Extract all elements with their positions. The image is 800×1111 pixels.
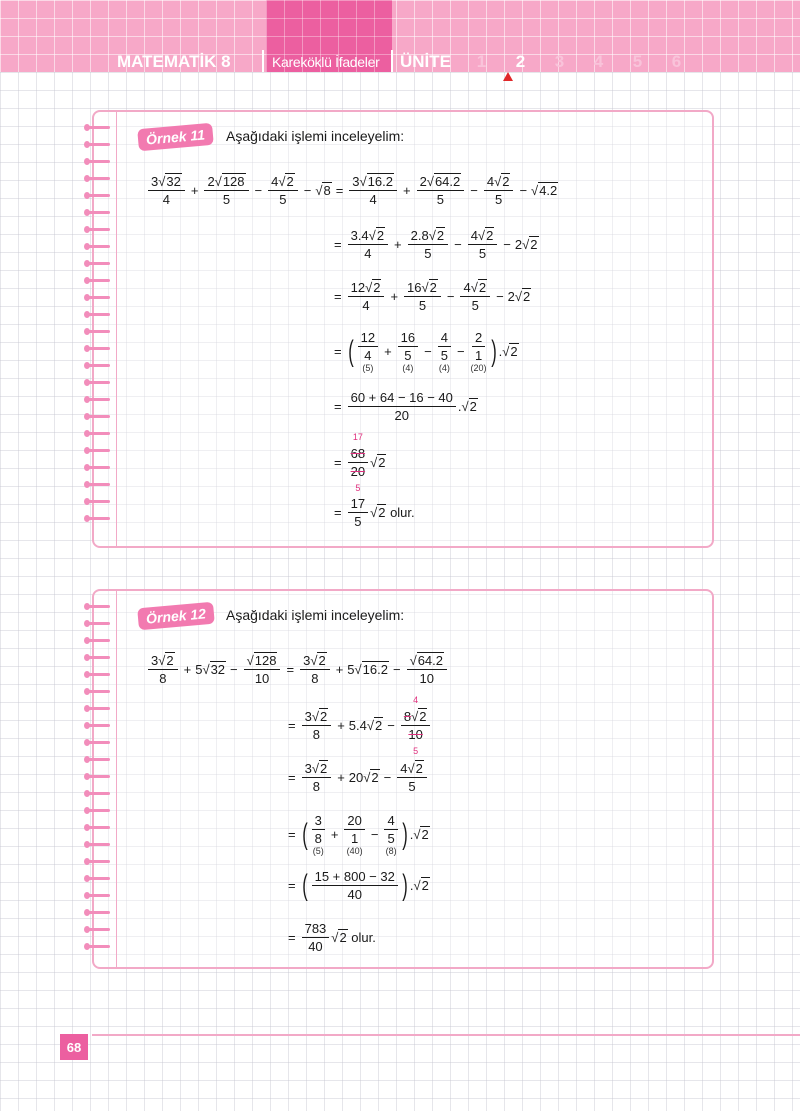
footer-line <box>92 1034 800 1036</box>
unit-number[interactable]: 6 <box>671 52 682 71</box>
spiral-binding-icon <box>88 126 110 534</box>
conclusion-word: olur. <box>351 930 376 945</box>
example-badge: Örnek 11 <box>137 123 214 151</box>
example-intro: Aşağıdaki işlemi inceleyelim: <box>226 128 405 144</box>
page-number: 68 <box>60 1034 88 1060</box>
equation-line: = $\frac{12√2}{4}$ + $\frac{16√2}{5}$ − $\frac{4√2}{5}$ − 2 √2 <box>334 280 531 313</box>
unit-number-list <box>462 52 696 72</box>
unit-number[interactable]: 1 <box>476 52 487 71</box>
equation-line: = $\frac{3√2}{8}$ + 20 √2 − $\frac{4√2}{5}$ <box>284 761 429 794</box>
unit-number-active[interactable]: 2 <box>515 52 526 71</box>
equation-line: = $\frac{3√2}{8}$ + 5.4 √2 − 4 8√2 10 5 <box>284 709 432 742</box>
example-badge: Örnek 12 <box>137 602 215 631</box>
unit-number[interactable]: 3 <box>554 52 565 71</box>
equation-line: = 17 68 20 5 √2 <box>334 432 386 493</box>
unite-label: ÜNİTE <box>400 52 451 71</box>
page-header <box>0 0 800 72</box>
example-intro: Aşağıdaki işlemi inceleyelim: <box>226 607 405 623</box>
example-card-12 <box>92 589 714 969</box>
spiral-binding-icon <box>88 605 110 962</box>
equation-line: $\frac{3√32}{4}$ + $\frac{2√128}{5}$ − $\frac{4√2}{5}$ − √8 = $\frac{3√16.2}{4}$ + $\frac{2√64.2}{5}$ − $\frac{4√2}{5}$ − √4.2 <box>146 174 558 207</box>
equation-line: = ( 3 8 (5) + 20 1 (40) − 4 5 (8) ) . √2 <box>288 813 429 856</box>
divider <box>262 50 264 72</box>
margin-line <box>116 112 117 546</box>
equation-line: = $\frac{17}{5}$ √2 olur. <box>334 496 415 529</box>
equation-line: = ( 12 4 (5) + 16 5 (4) − 4 5 (4) − 2 1 (20) ) . √2 <box>334 330 518 373</box>
subject-title: MATEMATİK 8 <box>117 52 231 71</box>
equation-line: = ( $\frac{15 + 800 - 32}{40}$ ) . √2 <box>288 868 429 902</box>
equation-line: = $\frac{783}{40}$ √2 olur. <box>288 921 376 954</box>
conclusion-word: olur. <box>390 505 415 520</box>
unit-number[interactable]: 4 <box>593 52 604 71</box>
equation-line: = $\frac{3.4√2}{4}$ + $\frac{2.8√2}{5}$ − $\frac{4√2}{5}$ − 2 √2 <box>334 228 538 261</box>
divider <box>391 50 393 72</box>
example-card-11 <box>92 110 714 548</box>
active-unit-marker-icon <box>503 72 513 81</box>
unit-number[interactable]: 5 <box>632 52 643 71</box>
margin-line <box>116 591 117 967</box>
equation-line: = $\frac{60 + 64 - 16 - 40}{20}$ . √2 <box>334 390 477 423</box>
topic-title: Kareköklü İfadeler <box>272 54 380 70</box>
equation-line: $\frac{3√2}{8}$ + 5 √32 − $\frac{√128}{10}$ = $\frac{3√2}{8}$ + 5 √16.2 − $\frac{√64.2}{10}$ <box>146 653 449 686</box>
